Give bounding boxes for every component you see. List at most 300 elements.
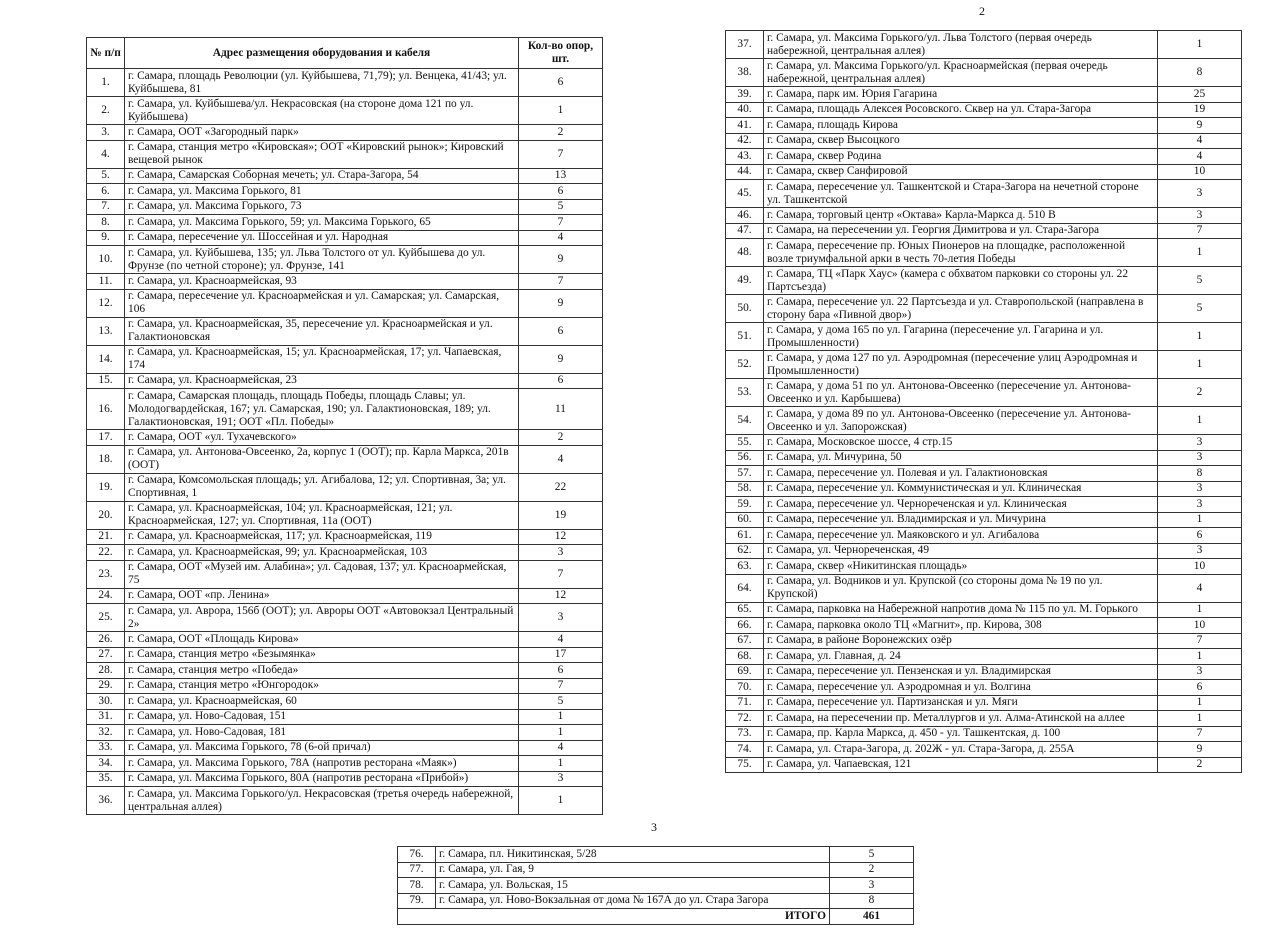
- row-address: г. Самара, ул. Мичурина, 50: [764, 450, 1158, 466]
- row-number: 72.: [726, 711, 764, 727]
- row-number: 28.: [87, 663, 125, 679]
- row-count: 5: [1158, 295, 1242, 323]
- table-row: [398, 893, 914, 909]
- row-number: 71.: [726, 695, 764, 711]
- table-row: [726, 757, 1242, 773]
- row-count: 1: [519, 97, 603, 125]
- table-row: [87, 289, 603, 317]
- row-count: 7: [519, 274, 603, 290]
- table-row: [726, 695, 1242, 711]
- table-row: [87, 430, 603, 446]
- table-row: [398, 847, 914, 863]
- row-number: 26.: [87, 632, 125, 648]
- row-number: 75.: [726, 757, 764, 773]
- table-row: [726, 31, 1242, 59]
- table-row: [726, 574, 1242, 602]
- table-row: [87, 663, 603, 679]
- table-row: [726, 149, 1242, 165]
- row-number: 56.: [726, 450, 764, 466]
- table-row: [726, 295, 1242, 323]
- row-address: г. Самара, ул. Максима Горького/ул. Льва Толстого (первая очередь набережной, центральная аллея): [764, 31, 1158, 59]
- table-row: [726, 102, 1242, 118]
- row-count: 22: [519, 473, 603, 501]
- row-number: 62.: [726, 543, 764, 559]
- row-number: 37.: [726, 31, 764, 59]
- row-count: 1: [1158, 512, 1242, 528]
- table-row: [87, 389, 603, 430]
- row-address: г. Самара, пр. Карла Маркса, д. 450 - ул. Ташкентская, д. 100: [764, 726, 1158, 742]
- table-row: [726, 466, 1242, 482]
- table-row: [87, 740, 603, 756]
- row-count: 6: [1158, 680, 1242, 696]
- row-count: 9: [519, 246, 603, 274]
- row-number: 38.: [726, 59, 764, 87]
- row-count: 6: [519, 184, 603, 200]
- row-address: г. Самара, на пересечении ул. Георгия Димитрова и ул. Стара-Загора: [764, 223, 1158, 239]
- table-row: [726, 164, 1242, 180]
- row-count: 7: [1158, 223, 1242, 239]
- row-address: г. Самара, ул. Водников и ул. Крупской (со стороны дома № 19 по ул. Крупской): [764, 574, 1158, 602]
- table-row: [726, 543, 1242, 559]
- row-number: 54.: [726, 407, 764, 435]
- table-row: [726, 481, 1242, 497]
- row-count: 6: [519, 317, 603, 345]
- row-number: 9.: [87, 230, 125, 246]
- row-number: 29.: [87, 678, 125, 694]
- row-number: 73.: [726, 726, 764, 742]
- row-address: г. Самара, сквер «Никитинская площадь»: [764, 559, 1158, 575]
- row-count: 7: [519, 140, 603, 168]
- row-number: 27.: [87, 647, 125, 663]
- row-count: 1: [1158, 711, 1242, 727]
- table-row: [398, 878, 914, 894]
- row-address: г. Самара, ул. Гая, 9: [436, 862, 830, 878]
- row-address: г. Самара, площадь Алексея Росовского. Сквер на ул. Стара-Загора: [764, 102, 1158, 118]
- row-number: 66.: [726, 618, 764, 634]
- row-address: г. Самара, ул. Красноармейская, 15; ул. Красноармейская, 17; ул. Чапаевская, 174: [125, 345, 519, 373]
- table-row: [726, 435, 1242, 451]
- equipment-table-page-1: [86, 37, 603, 815]
- row-number: 77.: [398, 862, 436, 878]
- table-row: [87, 560, 603, 588]
- table-row: [87, 678, 603, 694]
- row-count: 4: [1158, 133, 1242, 149]
- page-number-3: 3: [651, 820, 657, 834]
- table-row: [87, 501, 603, 529]
- row-address: г. Самара, ул. Чапаевская, 121: [764, 757, 1158, 773]
- row-count: 3: [1158, 208, 1242, 224]
- row-count: 3: [1158, 481, 1242, 497]
- table-row: [87, 317, 603, 345]
- table-row: [726, 267, 1242, 295]
- row-count: 6: [519, 69, 603, 97]
- table-row: [87, 125, 603, 141]
- row-address: г. Самара, Самарская площадь, площадь Победы, площадь Славы; ул. Молодогвардейская, 167; ул. Самарская, 190; ул. Галактионовская, 189; ул. Галактионовская, 191; ООТ «Пл. Победы»: [125, 389, 519, 430]
- table-row: [87, 97, 603, 125]
- row-number: 41.: [726, 118, 764, 134]
- row-count: 1: [519, 756, 603, 772]
- row-address: г. Самара, парк им. Юрия Гагарина: [764, 87, 1158, 103]
- row-number: 69.: [726, 664, 764, 680]
- table-row: [726, 180, 1242, 208]
- row-count: 1: [519, 787, 603, 815]
- table-header-row: [87, 38, 603, 69]
- row-number: 5.: [87, 168, 125, 184]
- equipment-table-page-3: [397, 846, 914, 925]
- table-row: [726, 239, 1242, 267]
- row-address: г. Самара, ул. Чернореченская, 49: [764, 543, 1158, 559]
- row-number: 15.: [87, 373, 125, 389]
- row-number: 46.: [726, 208, 764, 224]
- row-address: г. Самара, ул. Стара-Загора, д. 202Ж - ул. Стара-Загора, д. 255А: [764, 742, 1158, 758]
- row-number: 13.: [87, 317, 125, 345]
- row-count: 4: [519, 740, 603, 756]
- row-number: 35.: [87, 771, 125, 787]
- row-address: г. Самара, ул. Максима Горького, 81: [125, 184, 519, 200]
- row-count: 19: [519, 501, 603, 529]
- row-number: 16.: [87, 389, 125, 430]
- table-row: [87, 725, 603, 741]
- row-count: 2: [1158, 379, 1242, 407]
- row-number: 48.: [726, 239, 764, 267]
- header-count: Кол-во опор, шт.: [519, 38, 603, 69]
- row-number: 22.: [87, 545, 125, 561]
- row-count: 1: [1158, 239, 1242, 267]
- row-number: 10.: [87, 246, 125, 274]
- row-address: г. Самара, ул. Главная, д. 24: [764, 649, 1158, 665]
- row-address: г. Самара, площадь Кирова: [764, 118, 1158, 134]
- row-address: г. Самара, ул. Куйбышева, 135; ул. Льва Толстого от ул. Куйбышева до ул. Фрунзе (по четной стороне); ул. Фрунзе, 141: [125, 246, 519, 274]
- row-address: г. Самара, ул. Куйбышева/ул. Некрасовская (на стороне дома 121 по ул. Куйбышева): [125, 97, 519, 125]
- row-address: г. Самара, ул. Аврора, 156б (ООТ); ул. Авроры ООТ «Автовокзал Центральный 2»: [125, 604, 519, 632]
- row-number: 61.: [726, 528, 764, 544]
- row-address: г. Самара, станция метро «Победа»: [125, 663, 519, 679]
- table-row: [726, 450, 1242, 466]
- row-count: 5: [1158, 267, 1242, 295]
- row-number: 50.: [726, 295, 764, 323]
- row-count: 10: [1158, 559, 1242, 575]
- row-count: 4: [519, 445, 603, 473]
- equipment-table-page-2: [725, 30, 1242, 773]
- row-count: 2: [519, 125, 603, 141]
- row-address: г. Самара, у дома 51 по ул. Антонова-Овсеенко (пересечение ул. Антонова-Овсеенко и ул. Карбышева): [764, 379, 1158, 407]
- row-number: 64.: [726, 574, 764, 602]
- row-count: 1: [519, 725, 603, 741]
- row-count: 4: [519, 632, 603, 648]
- row-count: 7: [1158, 633, 1242, 649]
- table-row: [87, 694, 603, 710]
- table-row: [726, 118, 1242, 134]
- row-address: г. Самара, ООТ «Загородный парк»: [125, 125, 519, 141]
- table-row: [87, 588, 603, 604]
- row-number: 18.: [87, 445, 125, 473]
- table-row: [726, 59, 1242, 87]
- table-row: [87, 184, 603, 200]
- row-count: 12: [519, 529, 603, 545]
- table-row: [87, 647, 603, 663]
- table-row: [87, 756, 603, 772]
- row-number: 7.: [87, 199, 125, 215]
- row-count: 5: [519, 199, 603, 215]
- row-address: г. Самара, сквер Высоцкого: [764, 133, 1158, 149]
- row-address: г. Самара, ул. Ново-Садовая, 151: [125, 709, 519, 725]
- row-number: 43.: [726, 149, 764, 165]
- row-address: г. Самара, станция метро «Юнгородок»: [125, 678, 519, 694]
- row-address: г. Самара, ул. Красноармейская, 99; ул. Красноармейская, 103: [125, 545, 519, 561]
- row-number: 24.: [87, 588, 125, 604]
- row-count: 3: [1158, 543, 1242, 559]
- row-number: 21.: [87, 529, 125, 545]
- row-number: 49.: [726, 267, 764, 295]
- header-number: № п/п: [87, 38, 125, 69]
- row-count: 4: [519, 230, 603, 246]
- row-number: 17.: [87, 430, 125, 446]
- row-number: 42.: [726, 133, 764, 149]
- row-count: 2: [830, 862, 914, 878]
- row-address: г. Самара, площадь Революции (ул. Куйбышева, 71,79); ул. Венцека, 41/43; ул. Куйбышева, 81: [125, 69, 519, 97]
- row-count: 1: [1158, 407, 1242, 435]
- row-address: г. Самара, ул. Максима Горького, 80А (напротив ресторана «Прибой»): [125, 771, 519, 787]
- row-address: г. Самара, пересечение ул. Коммунистическая и ул. Клиническая: [764, 481, 1158, 497]
- row-count: 12: [519, 588, 603, 604]
- table-row: [726, 559, 1242, 575]
- row-count: 3: [1158, 180, 1242, 208]
- row-count: 1: [1158, 649, 1242, 665]
- row-count: 2: [1158, 757, 1242, 773]
- row-address: г. Самара, пересечение ул. Владимирская и ул. Мичурина: [764, 512, 1158, 528]
- row-count: 11: [519, 389, 603, 430]
- row-address: г. Самара, станция метро «Кировская»; ООТ «Кировский рынок»; Кировский вещевой рынок: [125, 140, 519, 168]
- row-address: г. Самара, парковка около ТЦ «Магнит», пр. Кирова, 308: [764, 618, 1158, 634]
- row-address: г. Самара, пересечение ул. Пензенская и ул. Владимирская: [764, 664, 1158, 680]
- row-address: г. Самара, сквер Родина: [764, 149, 1158, 165]
- row-address: г. Самара, пл. Никитинская, 5/28: [436, 847, 830, 863]
- row-address: г. Самара, ул. Ново-Вокзальная от дома № 167А до ул. Стара Загора: [436, 893, 830, 909]
- row-address: г. Самара, ул. Красноармейская, 117; ул. Красноармейская, 119: [125, 529, 519, 545]
- row-count: 1: [1158, 31, 1242, 59]
- row-number: 33.: [87, 740, 125, 756]
- table-row: [87, 604, 603, 632]
- row-number: 31.: [87, 709, 125, 725]
- total-row: [398, 909, 914, 925]
- row-count: 8: [1158, 59, 1242, 87]
- row-address: г. Самара, ул. Красноармейская, 104; ул. Красноармейская, 121; ул. Красноармейская, 127; ул. Спортивная, 11а (ООТ): [125, 501, 519, 529]
- row-number: 52.: [726, 351, 764, 379]
- table-row: [87, 787, 603, 815]
- table-row: [726, 379, 1242, 407]
- row-address: г. Самара, парковка на Набережной напротив дома № 115 по ул. М. Горького: [764, 602, 1158, 618]
- row-number: 45.: [726, 180, 764, 208]
- row-count: 5: [830, 847, 914, 863]
- row-count: 1: [1158, 351, 1242, 379]
- row-count: 10: [1158, 618, 1242, 634]
- row-count: 1: [1158, 602, 1242, 618]
- table-row: [726, 407, 1242, 435]
- row-count: 8: [1158, 466, 1242, 482]
- row-address: г. Самара, ул. Максима Горького, 78 (6-ой причал): [125, 740, 519, 756]
- table-row: [87, 140, 603, 168]
- row-address: г. Самара, ул. Максима Горького/ул. Некрасовская (третья очередь набережной, центральная аллея): [125, 787, 519, 815]
- row-count: 6: [1158, 528, 1242, 544]
- row-number: 53.: [726, 379, 764, 407]
- table-row: [87, 345, 603, 373]
- table-row: [726, 742, 1242, 758]
- table-row: [87, 69, 603, 97]
- table-row: [726, 512, 1242, 528]
- row-address: г. Самара, ООТ «Площадь Кирова»: [125, 632, 519, 648]
- row-number: 19.: [87, 473, 125, 501]
- row-address: г. Самара, сквер Санфировой: [764, 164, 1158, 180]
- row-number: 20.: [87, 501, 125, 529]
- row-count: 3: [519, 545, 603, 561]
- row-number: 44.: [726, 164, 764, 180]
- row-number: 68.: [726, 649, 764, 665]
- row-address: г. Самара, ул. Максима Горького/ул. Красноармейская (первая очередь набережной, центральная аллея): [764, 59, 1158, 87]
- row-address: г. Самара, пересечение ул. Шоссейная и ул. Народная: [125, 230, 519, 246]
- row-count: 4: [1158, 149, 1242, 165]
- row-number: 58.: [726, 481, 764, 497]
- table-row: [726, 664, 1242, 680]
- row-address: г. Самара, в районе Воронежских озёр: [764, 633, 1158, 649]
- table-row: [87, 215, 603, 231]
- row-number: 65.: [726, 602, 764, 618]
- table-row: [726, 223, 1242, 239]
- row-address: г. Самара, пересечение ул. Красноармейская и ул. Самарская; ул. Самарская, 106: [125, 289, 519, 317]
- table-row: [87, 373, 603, 389]
- row-address: г. Самара, ул. Красноармейская, 60: [125, 694, 519, 710]
- table-row: [87, 473, 603, 501]
- table-row: [87, 709, 603, 725]
- total-value: 461: [830, 909, 914, 925]
- row-number: 39.: [726, 87, 764, 103]
- row-number: 6.: [87, 184, 125, 200]
- row-number: 11.: [87, 274, 125, 290]
- row-count: 25: [1158, 87, 1242, 103]
- table-row: [87, 445, 603, 473]
- row-number: 55.: [726, 435, 764, 451]
- row-count: 3: [1158, 664, 1242, 680]
- row-address: г. Самара, ул. Максима Горького, 78А (напротив ресторана «Маяк»): [125, 756, 519, 772]
- table-row: [87, 199, 603, 215]
- row-number: 67.: [726, 633, 764, 649]
- table-row: [726, 87, 1242, 103]
- row-count: 3: [830, 878, 914, 894]
- row-number: 1.: [87, 69, 125, 97]
- row-count: 1: [519, 709, 603, 725]
- table-row: [726, 633, 1242, 649]
- row-number: 23.: [87, 560, 125, 588]
- row-count: 5: [519, 694, 603, 710]
- row-number: 25.: [87, 604, 125, 632]
- row-count: 3: [1158, 450, 1242, 466]
- table-row: [87, 168, 603, 184]
- row-address: г. Самара, ООТ «пр. Ленина»: [125, 588, 519, 604]
- row-count: 7: [519, 560, 603, 588]
- row-address: г. Самара, ООТ «ул. Тухачевского»: [125, 430, 519, 446]
- row-count: 19: [1158, 102, 1242, 118]
- row-count: 4: [1158, 574, 1242, 602]
- row-number: 79.: [398, 893, 436, 909]
- row-count: 1: [1158, 323, 1242, 351]
- table-row: [726, 351, 1242, 379]
- header-address: Адрес размещения оборудования и кабеля: [125, 38, 519, 69]
- row-count: 7: [519, 678, 603, 694]
- row-address: г. Самара, торговый центр «Октава» Карла-Маркса д. 510 В: [764, 208, 1158, 224]
- row-number: 59.: [726, 497, 764, 513]
- table-row: [87, 771, 603, 787]
- row-address: г. Самара, станция метро «Безымянка»: [125, 647, 519, 663]
- row-number: 14.: [87, 345, 125, 373]
- row-count: 9: [1158, 118, 1242, 134]
- row-number: 51.: [726, 323, 764, 351]
- row-count: 3: [519, 771, 603, 787]
- row-count: 7: [1158, 726, 1242, 742]
- row-number: 2.: [87, 97, 125, 125]
- table-row: [726, 726, 1242, 742]
- row-address: г. Самара, пересечение ул. Аэродромная и ул. Волгина: [764, 680, 1158, 696]
- row-address: г. Самара, пересечение ул. Полевая и ул. Галактионовская: [764, 466, 1158, 482]
- row-count: 3: [1158, 435, 1242, 451]
- row-address: г. Самара, ул. Антонова-Овсеенко, 2а, корпус 1 (ООТ); пр. Карла Маркса, 201в (ООТ): [125, 445, 519, 473]
- row-count: 13: [519, 168, 603, 184]
- row-count: 17: [519, 647, 603, 663]
- row-number: 34.: [87, 756, 125, 772]
- row-number: 70.: [726, 680, 764, 696]
- row-number: 63.: [726, 559, 764, 575]
- row-address: г. Самара, Московское шоссе, 4 стр.15: [764, 435, 1158, 451]
- table-row: [87, 246, 603, 274]
- table-row: [726, 497, 1242, 513]
- table-row: [726, 133, 1242, 149]
- row-number: 47.: [726, 223, 764, 239]
- row-address: г. Самара, ул. Красноармейская, 93: [125, 274, 519, 290]
- table-row: [726, 323, 1242, 351]
- row-address: г. Самара, у дома 127 по ул. Аэродромная (пересечение улиц Аэродромная и Промышленности): [764, 351, 1158, 379]
- row-count: 3: [1158, 497, 1242, 513]
- total-label: ИТОГО: [398, 909, 830, 925]
- row-address: г. Самара, ООТ «Музей им. Алабина»; ул. Садовая, 137; ул. Красноармейская, 75: [125, 560, 519, 588]
- table-row: [87, 529, 603, 545]
- table-row: [726, 528, 1242, 544]
- table-row: [726, 649, 1242, 665]
- row-address: г. Самара, пересечение ул. Чернореченская и ул. Клиническая: [764, 497, 1158, 513]
- row-count: 9: [519, 289, 603, 317]
- row-address: г. Самара, ул. Максима Горького, 59; ул. Максима Горького, 65: [125, 215, 519, 231]
- row-address: г. Самара, ул. Вольская, 15: [436, 878, 830, 894]
- row-count: 3: [519, 604, 603, 632]
- table-row: [726, 711, 1242, 727]
- row-address: г. Самара, Самарская Соборная мечеть; ул. Стара-Загора, 54: [125, 168, 519, 184]
- page-number-2: 2: [979, 4, 985, 18]
- row-number: 74.: [726, 742, 764, 758]
- row-address: г. Самара, пересечение ул. Маяковского и ул. Агибалова: [764, 528, 1158, 544]
- table-row: [87, 230, 603, 246]
- row-number: 78.: [398, 878, 436, 894]
- row-count: 7: [519, 215, 603, 231]
- row-address: г. Самара, пересечение ул. Ташкентской и Стара-Загора на нечетной стороне ул. Ташкентской: [764, 180, 1158, 208]
- row-number: 76.: [398, 847, 436, 863]
- row-number: 60.: [726, 512, 764, 528]
- row-count: 9: [519, 345, 603, 373]
- row-address: г. Самара, ул. Красноармейская, 23: [125, 373, 519, 389]
- table-row: [726, 618, 1242, 634]
- row-address: г. Самара, на пересечении пр. Металлургов и ул. Алма-Атинской на аллее: [764, 711, 1158, 727]
- row-address: г. Самара, пересечение ул. Партизанская и ул. Мяги: [764, 695, 1158, 711]
- row-address: г. Самара, ул. Ново-Садовая, 181: [125, 725, 519, 741]
- row-number: 4.: [87, 140, 125, 168]
- row-address: г. Самара, Комсомольская площадь; ул. Агибалова, 12; ул. Спортивная, 3а; ул. Спортивная, 1: [125, 473, 519, 501]
- row-count: 9: [1158, 742, 1242, 758]
